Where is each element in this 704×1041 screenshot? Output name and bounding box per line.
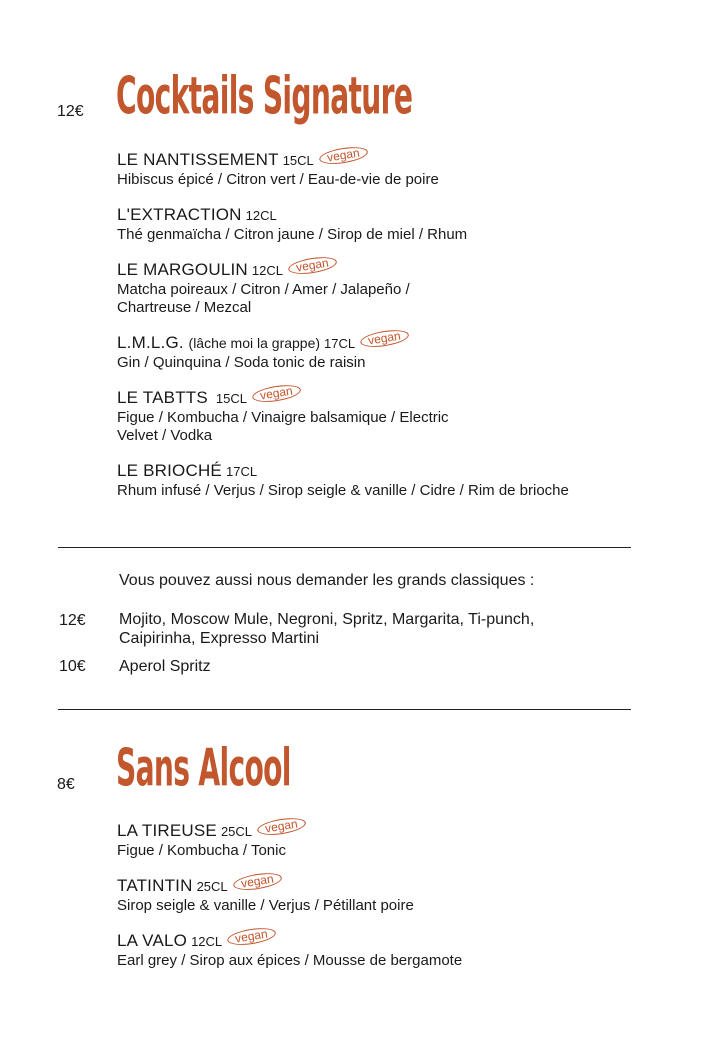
- classic-list: Mojito, Moscow Mule, Negroni, Spritz, Margarita, Ti-punch, Caipirinha, Expresso Martini: [119, 611, 535, 647]
- cocktails-list: [117, 145, 677, 516]
- item-description: Thé genmaïcha / Citron jaune / Sirop de miel / Rhum: [117, 226, 468, 243]
- item-size: 12CL: [245, 208, 277, 223]
- vegan-badge: vegan: [251, 382, 301, 404]
- cocktails-title: Cocktails Signature: [116, 65, 413, 126]
- list-item: [117, 383, 677, 445]
- item-name: LE MARGOULIN: [117, 260, 248, 279]
- list-item: [117, 328, 677, 372]
- item-size: 15CL: [282, 153, 314, 168]
- item-size: 25CL: [220, 824, 253, 839]
- divider: [58, 709, 631, 710]
- list-item: [117, 926, 677, 970]
- divider: [58, 547, 631, 548]
- list-item: [117, 871, 677, 915]
- sans-alcool-price: 8€: [57, 776, 75, 793]
- item-name: LA TIREUSE: [117, 821, 217, 840]
- classic-list: Aperol Spritz: [119, 658, 211, 675]
- classics-intro: Vous pouvez aussi nous demander les grands classiques :: [119, 572, 535, 589]
- item-name: L'EXTRACTION: [117, 205, 242, 224]
- item-name: LE NANTISSEMENT: [117, 150, 279, 169]
- vegan-badge: vegan: [287, 254, 337, 276]
- item-name: LE TABTTS: [117, 388, 208, 407]
- item-size: 17CL: [225, 464, 258, 479]
- item-size: 12CL: [191, 934, 223, 949]
- vegan-badge: vegan: [232, 870, 282, 892]
- item-name: LA VALO: [117, 931, 188, 950]
- vegan-badge: vegan: [256, 815, 306, 837]
- list-item: [117, 255, 677, 317]
- item-name: TATINTIN: [117, 876, 193, 895]
- sans-alcool-list: [117, 816, 677, 986]
- item-size: 15CL: [215, 391, 247, 406]
- item-description: Gin / Quinquina / Soda tonic de raisin: [117, 354, 366, 371]
- cocktails-price: 12€: [57, 103, 84, 120]
- list-item: [117, 816, 677, 860]
- item-name: LE BRIOCHÉ: [117, 461, 222, 480]
- list-item: [117, 145, 677, 189]
- item-description: Rhum infusé / Verjus / Sirop seigle & vanille / Cidre / Rim de brioche: [117, 482, 569, 499]
- item-size: 25CL: [196, 879, 228, 894]
- item-description: Matcha poireaux / Citron / Amer / Jalapeño / Chartreuse / Mezcal: [117, 281, 410, 316]
- classic-price: 10€: [59, 658, 86, 675]
- vegan-badge: vegan: [359, 327, 409, 349]
- vegan-badge: vegan: [318, 144, 368, 166]
- item-description: Hibiscus épicé / Citron vert / Eau-de-vie de poire: [117, 171, 439, 188]
- item-description: Figue / Kombucha / Vinaigre balsamique / Electric Velvet / Vodka: [117, 409, 449, 444]
- list-item: [117, 461, 677, 500]
- item-description: Sirop seigle & vanille / Verjus / Pétillant poire: [117, 897, 414, 914]
- list-item: [117, 205, 677, 244]
- sans-alcool-title: Sans Alcool: [116, 737, 291, 798]
- item-description: Earl grey / Sirop aux épices / Mousse de bergamote: [117, 952, 463, 969]
- item-name: L.M.L.G.: [117, 333, 184, 352]
- item-size: 12CL: [251, 263, 283, 278]
- classic-price: 12€: [59, 612, 86, 629]
- vegan-badge: vegan: [226, 925, 276, 947]
- item-subtitle: (lâche moi la grappe): [188, 335, 321, 351]
- item-description: Figue / Kombucha / Tonic: [117, 842, 286, 859]
- item-size: 17CL: [324, 336, 356, 351]
